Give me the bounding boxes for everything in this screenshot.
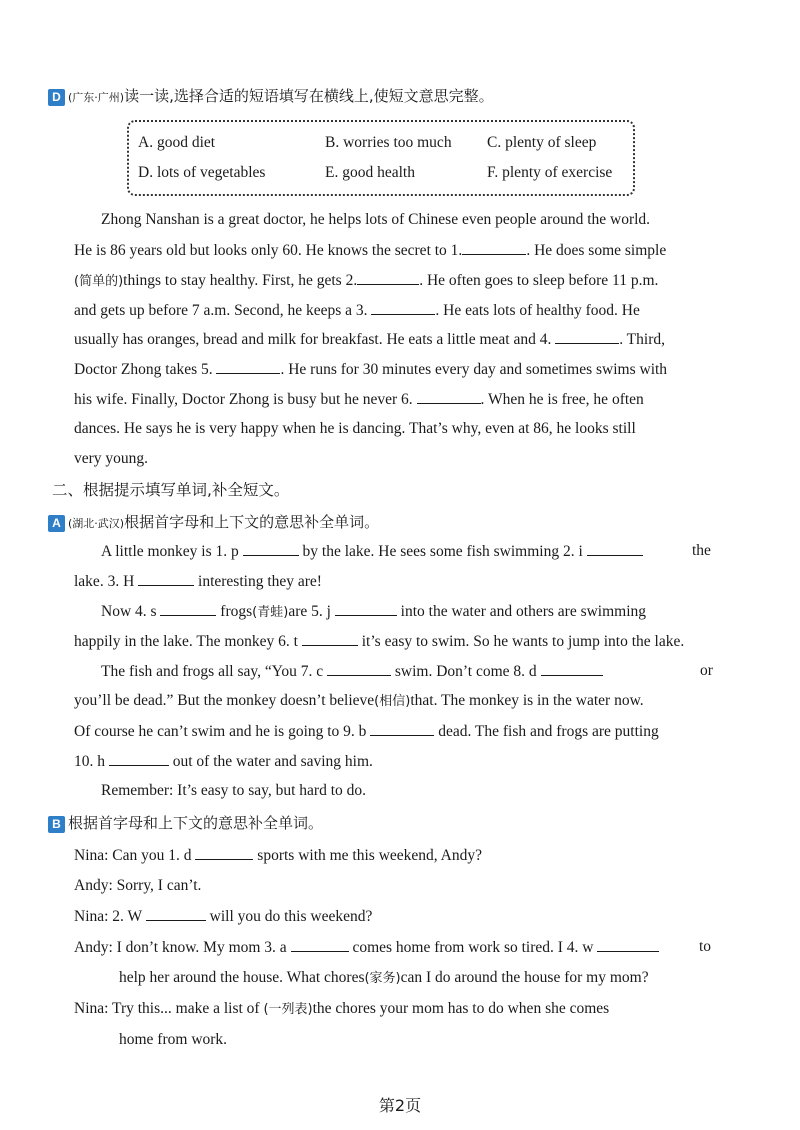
part-a-instruction: 根据首字母和上下文的意思补全单词。 bbox=[124, 513, 380, 531]
blank-b-3[interactable] bbox=[291, 937, 349, 952]
blank-d-6[interactable] bbox=[417, 389, 481, 404]
option-d: D. lots of vegetables bbox=[138, 164, 266, 181]
passage-a-line-2: lake. 3. H interesting they are! bbox=[74, 573, 322, 590]
blank-d-1[interactable] bbox=[462, 240, 526, 255]
dialogue-line-5: help her around the house. What chores(家务)can I do around the house for my mom? bbox=[119, 969, 649, 986]
option-c: C. plenty of sleep bbox=[487, 134, 597, 151]
passage-d-line-6: Doctor Zhong takes 5. . He runs for 30 minutes every day and sometimes swims with bbox=[74, 361, 668, 378]
part-d-instruction: 读一读,选择合适的短语填写在横线上,使短文意思完整。 bbox=[124, 87, 494, 105]
blank-a-1[interactable] bbox=[243, 541, 299, 556]
part-b-header bbox=[48, 813, 323, 834]
blank-b-1[interactable] bbox=[195, 845, 253, 860]
passage-a-line-5: The fish and frogs all say, “You 7. c swim. Don’t come 8. d or bbox=[101, 662, 713, 680]
blank-d-2[interactable] bbox=[357, 270, 419, 285]
part-b-badge: B bbox=[48, 816, 65, 833]
part-d-header bbox=[48, 86, 494, 108]
passage-a-line-1: A little monkey is 1. p by the lake. He sees some fish swimming 2. i the bbox=[101, 542, 711, 560]
blank-a-5[interactable] bbox=[335, 601, 397, 616]
dialogue-line-1: Nina: Can you 1. d sports with me this weekend, Andy? bbox=[74, 847, 483, 864]
blank-a-8[interactable] bbox=[541, 661, 603, 676]
blank-a-2[interactable] bbox=[587, 541, 643, 556]
passage-a-line-6: you’ll be dead.” But the monkey doesn’t believe(相信)that. The monkey is in the water now. bbox=[74, 692, 644, 709]
option-b: B. worries too much bbox=[325, 134, 452, 151]
page-number: 第2页 bbox=[378, 1096, 422, 1115]
blank-d-4[interactable] bbox=[555, 329, 619, 344]
passage-d-line-9: very young. bbox=[74, 450, 149, 467]
part-a-region: (湖北·武汉) bbox=[68, 517, 125, 530]
blank-d-3[interactable] bbox=[371, 300, 435, 315]
blank-d-5[interactable] bbox=[216, 359, 280, 374]
passage-d-line-7: his wife. Finally, Doctor Zhong is busy but he never 6. . When he is free, he often bbox=[74, 391, 644, 408]
dialogue-line-3: Nina: 2. W will you do this weekend? bbox=[74, 908, 373, 925]
passage-a-line-3: Now 4. s frogs(青蛙)are 5. j into the water and others are swimming bbox=[101, 603, 647, 620]
passage-d-line-1: Zhong Nanshan is a great doctor, he helps lots of Chinese even people around the world. bbox=[101, 211, 651, 228]
part-d-badge: D bbox=[48, 89, 65, 106]
blank-b-2[interactable] bbox=[146, 906, 206, 921]
passage-d-line-5: usually has oranges, bread and milk for breakfast. He eats a little meat and 4. . Third, bbox=[74, 331, 665, 348]
passage-d-line-3: (简单的)things to stay healthy. First, he gets 2. . He often goes to sleep before 11 p.m. bbox=[74, 272, 659, 289]
blank-a-7[interactable] bbox=[327, 661, 391, 676]
option-a: A. good diet bbox=[138, 134, 216, 151]
passage-a-line-8: 10. h out of the water and saving him. bbox=[74, 753, 373, 770]
part-d-region: (广东·广州) bbox=[68, 91, 125, 104]
dialogue-line-6: Nina: Try this... make a list of (一列表)the chores your mom has to do when she comes bbox=[74, 1000, 610, 1017]
option-e: E. good health bbox=[325, 164, 415, 181]
dialogue-line-4: Andy: I don’t know. My mom 3. a comes home from work so tired. I 4. w to bbox=[74, 938, 712, 956]
blank-a-4[interactable] bbox=[160, 601, 216, 616]
blank-a-6[interactable] bbox=[302, 631, 358, 646]
passage-a-line-4: happily in the lake. The monkey 6. t it’s easy to swim. So he wants to jump into the lake. bbox=[74, 633, 685, 650]
blank-a-3[interactable] bbox=[138, 571, 194, 586]
part-a-header bbox=[48, 512, 379, 534]
options-box bbox=[127, 120, 635, 196]
passage-a-line-7: Of course he can’t swim and he is going to 9. b dead. The fish and frogs are putting bbox=[74, 723, 659, 740]
dialogue-line-7: home from work. bbox=[119, 1031, 228, 1048]
blank-a-9[interactable] bbox=[370, 721, 434, 736]
passage-a-line-9: Remember: It’s easy to say, but hard to do. bbox=[101, 782, 367, 799]
section-2-title: 二、根据提示填写单词,补全短文。 bbox=[52, 481, 290, 499]
blank-b-4[interactable] bbox=[597, 937, 659, 952]
passage-d-line-8: dances. He says he is very happy when he is dancing. That’s why, even at 86, he looks still bbox=[74, 420, 636, 437]
blank-a-10[interactable] bbox=[109, 751, 169, 766]
part-a-badge: A bbox=[48, 515, 65, 532]
passage-d-line-2: He is 86 years old but looks only 60. He knows the secret to 1. . He does some simple bbox=[74, 242, 667, 259]
part-b-instruction: 根据首字母和上下文的意思补全单词。 bbox=[68, 814, 324, 832]
dialogue-line-2: Andy: Sorry, I can’t. bbox=[74, 877, 202, 894]
option-f: F. plenty of exercise bbox=[487, 164, 613, 181]
passage-d-line-4: and gets up before 7 a.m. Second, he keeps a 3. . He eats lots of healthy food. He bbox=[74, 302, 640, 319]
